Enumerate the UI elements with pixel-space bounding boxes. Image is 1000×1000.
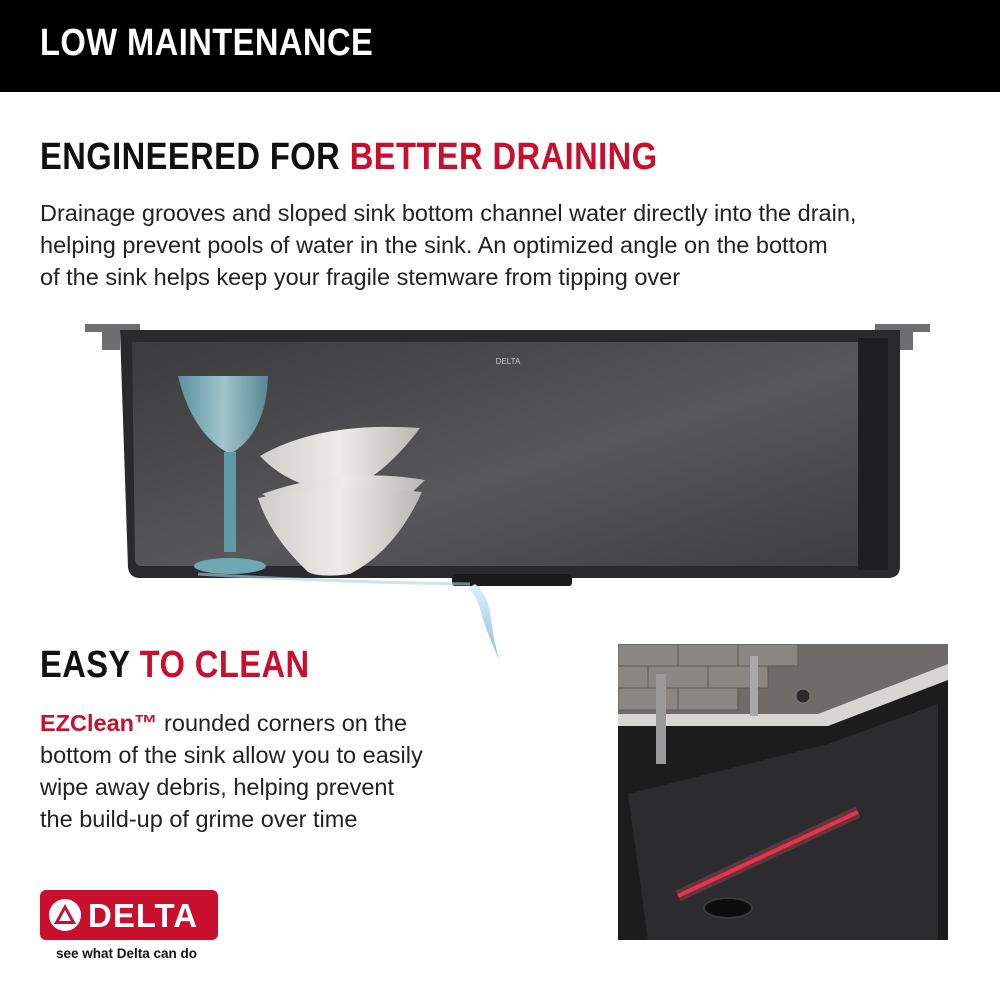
sink-cross-section-image [80,316,940,676]
clean-description [40,707,460,835]
sink-brand-mark: DELTA [495,357,521,366]
draining-line: of the sink helps keep your fragile stemware from tipping over [40,264,681,290]
draining-line: helping prevent pools of water in the sink. An optimized angle on the bottom [40,232,828,258]
sink-drain [704,898,752,918]
clean-line: rounded corners on the [157,710,408,736]
delta-logo [40,890,220,940]
wine-glass-base [194,558,266,574]
clean-line: wipe away debris, helping prevent [40,774,395,800]
water-stream [468,584,500,661]
draining-description [40,197,980,293]
draining-heading [40,136,658,179]
clean-line: bottom of the sink allow you to easily [40,742,423,768]
sink-photo [618,644,948,940]
logo-tagline: see what Delta can do [56,946,198,961]
clean-heading [40,644,310,687]
logo-word: DELTA [88,897,199,934]
top-banner [0,0,1000,92]
delta-triangle-icon [48,898,82,932]
wine-glass-stem [224,452,236,552]
clean-line: the build-up of grime over time [40,806,358,832]
sink-back-wall [132,342,858,566]
clean-heading-black: EASY [40,644,131,686]
clean-heading-red: TO CLEAN [139,644,310,686]
draining-heading-red: BETTER DRAINING [349,136,658,178]
draining-line: Drainage grooves and sloped sink bottom channel water directly into the drain, [40,200,857,226]
ezclean-label: EZClean™ [40,710,158,736]
faucet [656,674,666,764]
draining-heading-black: ENGINEERED FOR [40,136,341,178]
sink-right-wall [858,338,888,570]
banner-title: LOW MAINTENANCE [40,22,374,64]
drain-channel [452,574,572,586]
